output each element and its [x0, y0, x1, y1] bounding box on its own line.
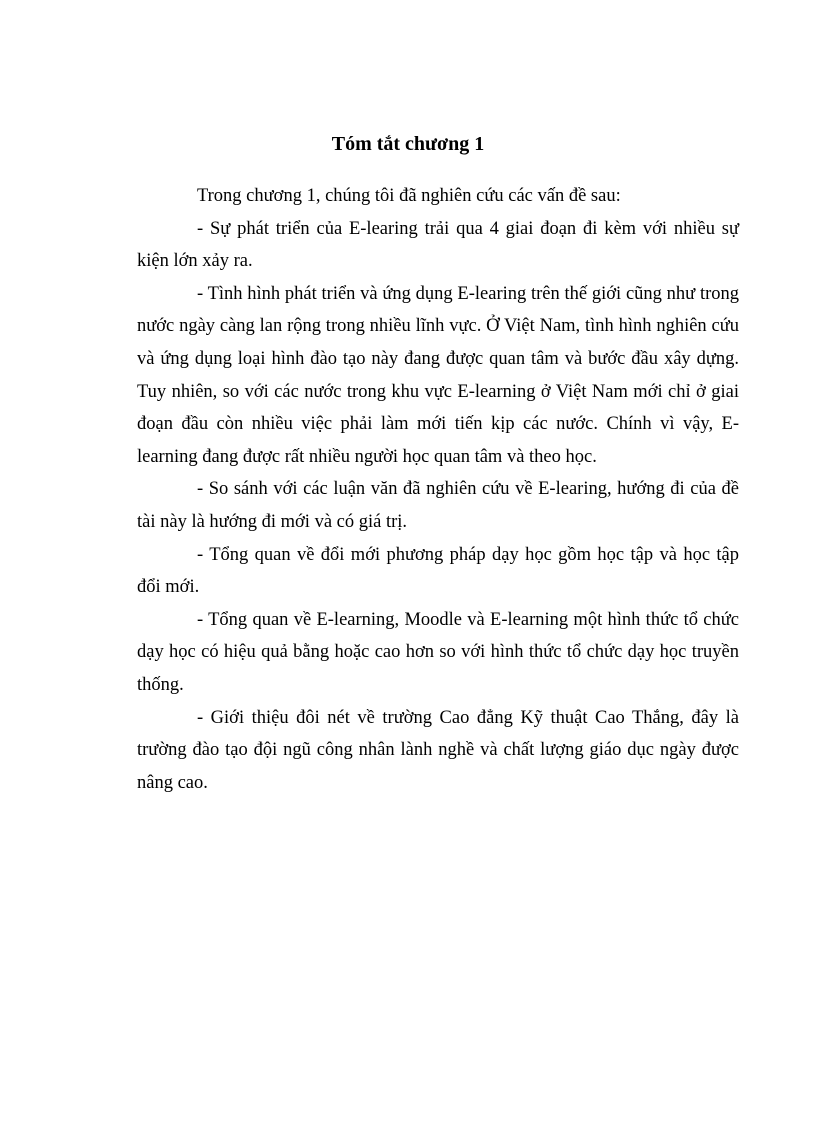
paragraph-school-introduction: - Giới thiệu đôi nét về trường Cao đẳng Kỹ thuật Cao Thắng, đây là trường đào tạo đội ngũ công nhân lành nghề và chất lượng giáo dục ngày được nâng cao. [137, 707, 739, 793]
paragraph-thesis-comparison: - So sánh với các luận văn đã nghiên cứu về E-learing, hướng đi của đề tài này là hướng đi mới và có giá trị. [137, 479, 739, 532]
body-text [137, 180, 739, 799]
page-title: Tóm tắt chương 1 [331, 133, 485, 155]
paragraph-elearning-situation: - Tình hình phát triển và ứng dụng E-learing trên thế giới cũng như trong nước ngày càng lan rộng trong nhiều lĩnh vực. Ở Việt Nam, tình hình nghiên cứu và ứng dụng loại hình đào tạo này đang được quan tâm và bước đầu xây dựng. Tuy nhiên, so với các nước trong khu vực E-learning ở Việt Nam mới chỉ ở giai đoạn đầu còn nhiều việc phải làm mới tiến kịp các nước. Chính vì vậy, E-learning đang được rất nhiều người học quan tâm và theo học. [137, 283, 739, 467]
paragraph-elearning-moodle: - Tổng quan về E-learning, Moodle và E-learning một hình thức tổ chức dạy học có hiệu quả bằng hoặc cao hơn so với hình thức tổ chức dạy học truyền thống. [137, 609, 739, 695]
paragraph-teaching-innovation: - Tổng quan về đổi mới phương pháp dạy học gồm học tập và học tập đổi mới. [137, 544, 739, 598]
paragraph-intro: Trong chương 1, chúng tôi đã nghiên cứu các vấn đề sau: [197, 186, 621, 206]
paragraph-elearning-development: - Sự phát triển của E-learing trải qua 4 giai đoạn đi kèm với nhiều sự kiện lớn xảy ra. [137, 218, 739, 272]
